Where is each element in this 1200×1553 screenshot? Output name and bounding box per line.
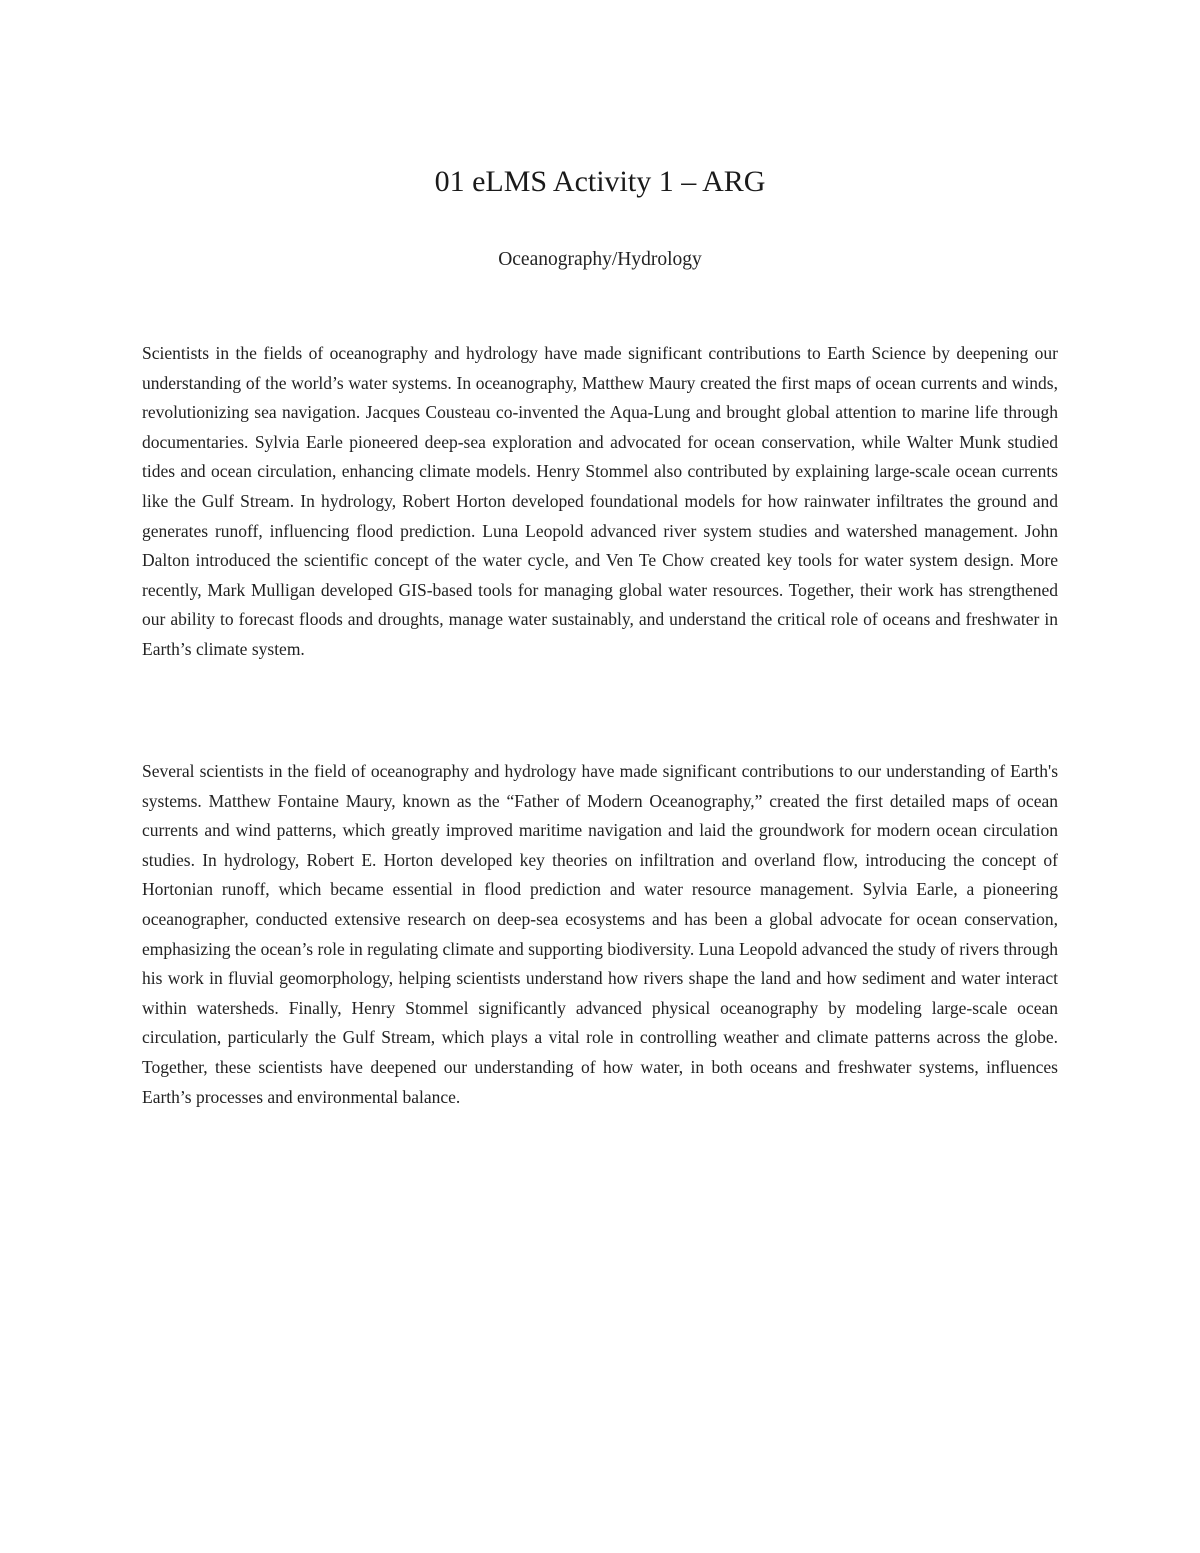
document-title: 01 eLMS Activity 1 – ARG xyxy=(434,165,766,198)
document-subtitle: Oceanography/Hydrology xyxy=(498,249,702,270)
body-paragraph-2: Several scientists in the field of oceanography and hydrology have made significant contributions to our understanding of Earth's systems. Matthew Fontaine Maury, known as the “Father of Modern Oceanography,” created the first detailed maps of ocean currents and wind patterns, which greatly improved maritime navigation and laid the groundwork for modern ocean circulation studies. In hydrology, Robert E. Horton developed key theories on infiltration and overland flow, introducing the concept of Hortonian runoff, which became essential in flood prediction and water resource management. Sylvia Earle, a pioneering oceanographer, conducted extensive research on deep-sea ecosystems and has been a global advocate for ocean conservation, emphasizing the ocean’s role in regulating climate and supporting biodiversity. Luna Leopold advanced the study of rivers through his work in fluvial geomorphology, helping scientists understand how rivers shape the land and how sediment and water interact within watersheds. Finally, Henry Stommel significantly advanced physical oceanography by modeling large-scale ocean circulation, particularly the Gulf Stream, which plays a vital role in controlling weather and climate patterns across the globe. Together, these scientists have deepened our understanding of how water, in both oceans and freshwater systems, influences Earth’s processes and environmental balance. xyxy=(142,761,1058,1107)
body-paragraph-1: Scientists in the fields of oceanography and hydrology have made significant contributions to Earth Science by deepening our understanding of the world’s water systems. In oceanography, Matthew Maury created the first maps of ocean currents and winds, revolutionizing sea navigation. Jacques Cousteau co-invented the Aqua-Lung and brought global attention to marine life through documentaries. Sylvia Earle pioneered deep-sea exploration and advocated for ocean conservation, while Walter Munk studied tides and ocean circulation, enhancing climate models. Henry Stommel also contributed by explaining large-scale ocean currents like the Gulf Stream. In hydrology, Robert Horton developed foundational models for how rainwater infiltrates the ground and generates runoff, influencing flood prediction. Luna Leopold advanced river system studies and watershed management. John Dalton introduced the scientific concept of the water cycle, and Ven Te Chow created key tools for water system design. More recently, Mark Mulligan developed GIS-based tools for managing global water resources. Together, their work has strengthened our ability to forecast floods and droughts, manage water sustainably, and understand the critical role of oceans and freshwater in Earth’s climate system. xyxy=(142,343,1058,659)
